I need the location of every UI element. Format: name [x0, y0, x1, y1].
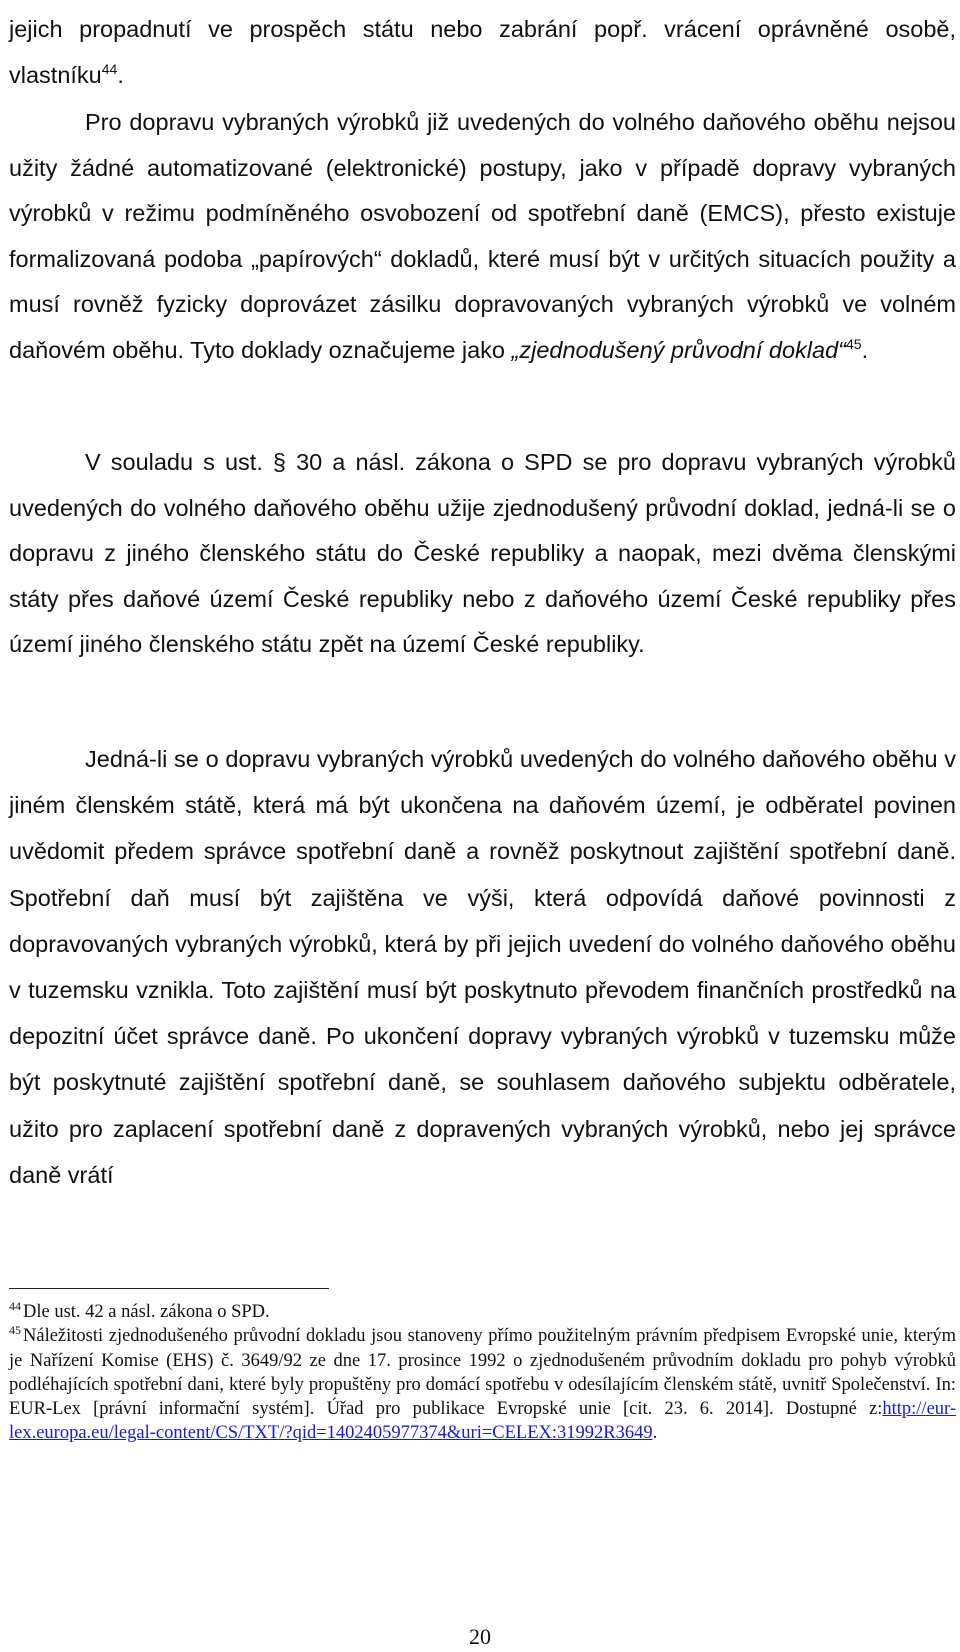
footnote-number: 45	[9, 1323, 21, 1338]
paragraph-security-text: Jedná-li se o dopravu vybraných výrobků uvedených do volného daňového oběhu v jiném členském státě, která má být ukončena na daňovém území, je odběratel povinen uvědomit předem správce spotřební daně a rovněž poskytnout zajištění spotřební daně. Spotřební daň musí být zajištěna ve výši, která odpovídá daňové povinnosti z dopravovaných vybraných výrobků, která by při jejich uvedení do volného daňového oběhu v tuzemsku vznikla. Toto zajištění musí být poskytnuto převodem finančních prostředků na depozitní účet správce daně. Po ukončení dopravy vybraných výrobků v tuzemsku může být poskytnuté zajištění spotřební daně, se souhlasem daňového subjektu odběratele, užito pro zaplacení spotřební daně z dopravených vybraných výrobků, nebo jej správce daně vrátí	[9, 746, 956, 1188]
footnote-separator	[9, 1288, 329, 1289]
footnote-number: 44	[9, 1299, 21, 1313]
footnote-reference-45[interactable]: 45	[845, 335, 862, 352]
defined-term: „zjednodušený průvodní doklad“	[511, 336, 846, 363]
footnote-45	[9, 1324, 956, 1445]
footnote-end: .	[652, 1423, 658, 1444]
lead-text: jejich propadnutí ve prospěch státu nebo zabrání popř. vrácení oprávněné osobě, vlastníku	[9, 16, 956, 88]
lead-end: .	[117, 62, 124, 88]
footnote-reference-44[interactable]: 44	[101, 61, 118, 77]
footnote-text: Dle ust. 42 a násl. zákona o SPD.	[23, 1302, 270, 1322]
eur-lex-link[interactable]: http://eur-lex.europa.eu/legal-content/CS/TXT/?qid=1402405977374&uri=CELEX:31992R3649	[9, 1399, 956, 1444]
footnotes	[9, 1300, 956, 1446]
paragraph-documents-end: .	[861, 336, 869, 363]
footnote-44	[9, 1300, 956, 1324]
page-number: 20	[469, 1624, 491, 1649]
paragraph-legal-basis	[9, 440, 956, 668]
footnote-text: Náležitosti zjednodušeného průvodní dokladu jsou stanoveny přímo použitelným právním předpisem Evropské unie, kterým je Nařízení Komise (EHS) č. 3649/92 ze dne 17. prosince 1992 o zjednodušeném průvodním dokladu pro pohyb výrobků podléhajících spotřební dani, které byly propuštěny pro domácí spotřebu v odesílajícím členském státě, uvnitř Společenství. In: EUR-Lex [právní informační systém]. Úřad pro publikace Evropské unie [cit. 23. 6. 2014]. Dostupné z:	[9, 1326, 956, 1420]
paragraph-legal-basis-text: V souladu s ust. § 30 a násl. zákona o SPD se pro dopravu vybraných výrobků uvedených do volného daňového oběhu užije zjednodušený průvodní doklad, jedná-li se o dopravu z jiného členského státu do České republiky a naopak, mezi dvěma členskými státy přes daňové území České republiky nebo z daňového území České republiky přes území jiného členského státu zpět na území České republiky.	[9, 449, 956, 658]
paragraph-security	[9, 736, 956, 1198]
paragraph-documents	[9, 100, 956, 374]
lead-paragraph	[9, 6, 956, 98]
paragraph-documents-text: Pro dopravu vybraných výrobků již uvedených do volného daňového oběhu nejsou užity žádné automatizované (elektronické) postupy, jako v případě dopravy vybraných výrobků v režimu podmíněného osvobození od spotřební daně (EMCS), přesto existuje formalizovaná podoba „papírových“ dokladů, které musí být v určitých situacích použity a musí rovněž fyzicky doprovázet zásilku dopravovaných vybraných výrobků ve volném daňovém oběhu. Tyto doklady označujeme jako	[9, 109, 956, 363]
